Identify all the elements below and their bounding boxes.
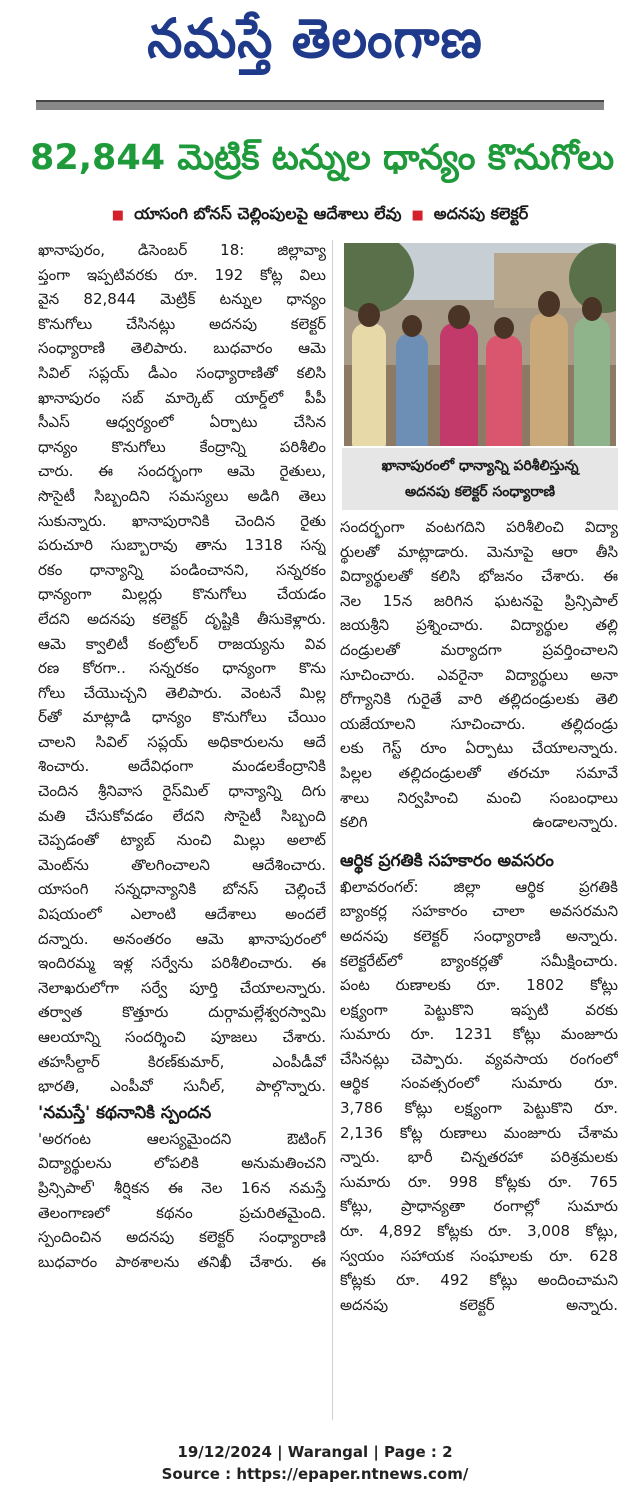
text-line: చెప్పడంతో ట్యాబ్ నుంచి మిల్లు అలాట్ [38,831,326,850]
text-line: ధాన్యం కొనుగోలు కేంద్రాన్ని పరిశీలిం [38,437,326,456]
text-line: మెంట్‌ను తొలగించాలని ఆదేశించారు. [38,855,326,874]
text-line: పిల్లల తల్లిదండ్రులతో తరచూ సమావే [340,763,618,782]
text-line: ఆర్థిక సంవత్సరంలో సుమారు రూ. [340,1074,618,1093]
text-line: సివిల్ సప్లయ్ డీఎం సంధ్యారాణితో కలిసి [38,363,326,382]
right-column [340,515,618,1317]
text-line: విద్యార్థులతో కలిసి భోజనం చేశారు. ఈ [340,567,618,586]
text-line: సొసైటీ సిబ్బందిని సమస్యలు అడిగి తెలు [38,486,326,505]
masthead-rule [36,100,604,110]
text-line: కోట్లకు రూ. 492 కోట్లు అందించామని [340,1271,618,1290]
text-line: న్నారు. భారీ చిన్నతరహా పరిశ్రమలకు [340,1148,618,1167]
text-line: కోట్లు, ప్రాధాన్యతా రంగాల్లో సుమారు [340,1197,618,1216]
text-line: చాలని సివిల్ సప్లయ్ అధికారులను ఆదే [38,732,326,751]
text-line: చెందిన శ్రీనివాస రైస్‌మిల్ ధాన్యాన్ని దిగు [38,782,326,801]
subhead-2: అదనపు కలెక్టర్ [433,203,529,223]
text-line: శాలు నిర్వహించి మంచి సంబంధాలు [340,788,618,807]
text-line: దన్నారు. అనంతరం ఆమె ఖానాపురంలో [38,929,326,948]
text-line: అదనపు కలెక్టర్ అన్నారు. [340,1295,618,1314]
text-line: ఖిలావరంగల్: జిల్లా ఆర్థిక ప్రగతికి [340,877,618,896]
text-line: సుకున్నారు. ఖానాపురానికి చెందిన రైతు [38,511,326,530]
left-column [38,238,326,1274]
text-line: ఖానాపురం సబ్ మార్కెట్ యార్డ్‌లో పీపీ [38,388,326,407]
photo-caption [342,448,618,510]
photo-caption-line-2: అదనపు కలెక్టర్ సంధ్యారాణి [404,484,556,500]
subhead-1: యాసంగి బోనస్ చెల్లింపులపై ఆదేశాలు లేవు [134,203,402,223]
text-line: ప్రిన్సిపాల్' శీర్షికన ఈ నెల 16న నమస్తే [38,1178,326,1197]
text-line: భారతి, ఎంపీవో సునీల్, పాల్గొన్నారు. [38,1077,326,1096]
masthead-title: నమస్తే తెలంగాణ [147,6,483,70]
text-line: యాసంగి సన్నధాన్యానికి బోనస్ చెల్లించే [38,880,326,899]
text-line: పరుచూరి సుబ్బారావు తాను 1318 సన్న [38,536,326,555]
text-line: విషయంలో ఎలాంటి ఆదేశాలు అందలే [38,905,326,924]
text-line: ప్తంగా ఇప్పటివరకు రూ. 192 కోట్ల విలు [38,265,326,284]
text-line: దండ్రులతో మర్యాదగా ప్రవర్తించాలని [340,640,618,659]
left-paragraph-2 [38,1127,326,1275]
text-line: బ్యాంకర్ల సహకారం చాలా అవసరమని [340,902,618,921]
text-line: లేదని అదనపు కలెక్టర్ దృష్టికి తీసుకెళ్లారు. [38,609,326,628]
text-line: అదనపు కలెక్టర్ సంధ్యారాణి అన్నారు. [340,926,618,945]
photo-caption-line-1: ఖానాపురంలో ధాన్యాన్ని పరిశీలిస్తున్న [381,458,579,474]
text-line: ఇందిరమ్మ ఇళ్ల సర్వేను పరిశీలించారు. ఈ [38,954,326,973]
text-line: ధాన్యంగా మిల్లర్లు కొనుగోలు చేయడం [38,585,326,604]
text-line: శించారు. అదేవిధంగా మండలకేంద్రానికి [38,757,326,776]
right-paragraph-1 [340,515,618,835]
text-line: కొనుగోలు చేసినట్లు అదనపు కలెక్టర్ [38,314,326,333]
text-line: రూ. 4,892 కోట్లకు రూ. 3,008 కోట్లు, [340,1222,618,1241]
text-line: రణ కోరగా.. సన్నరకం ధాన్యంగా కొను [38,659,326,678]
section-heading-namaste: 'నమస్తే' కథనానికి స్పందన [38,1102,212,1123]
text-line: సూచించారు. ఎవరైనా విద్యార్థులు అనా [340,665,618,684]
text-line: సుమారు రూ. 998 కోట్లకు రూ. 765 [340,1172,618,1191]
text-line: లకు గెస్ట్ రూం ఏర్పాటు చేయాలన్నారు. [340,739,618,758]
text-line: లక్ష్యంగా పెట్టుకొని ఇప్పటి వరకు [340,1000,618,1019]
footer-source: Source : https://epaper.ntnews.com/ [161,1465,469,1483]
footer-date-edition: 19/12/2024 | Warangal | Page : 2 [177,1443,453,1461]
text-line: తెలంగాణలో కథనం ప్రచురితమైంది. [38,1203,326,1222]
text-line: ఆలయాన్ని సందర్శించి పూజలు చేశారు. [38,1028,326,1046]
right-paragraph-2 [340,875,618,1318]
headline: 82,844 మెట్రిక్ టన్నుల ధాన్యం కొనుగోలు [30,138,615,178]
text-line: చేసినట్లు చెప్పారు. వ్యవసాయ రంగంలో [340,1049,618,1068]
text-line: జయశ్రీని ప్రశ్నించారు. విద్యార్థుల తల్లి [340,616,618,635]
text-line: విద్యార్థులను లోపలికి అనుమతించని [38,1154,326,1173]
section-heading-finance: ఆర్థిక ప్రగతికి సహకారం అవసరం [340,850,554,871]
text-line: ఖానాపురం, డిసెంబర్ 18: జిల్లావ్యా [38,241,326,259]
text-line: నెలాఖరులోగా సర్వే పూర్తి చేయాలన్నారు. [38,978,326,997]
text-line: యజేయాలని సూచించారు. తల్లిదండ్రు [340,714,618,733]
column-divider [332,240,333,1420]
text-line: మతి చేసుకోవడం లేదని సొసైటీ సిబ్బంది [38,806,326,825]
text-line: ర్థులతో మాట్లాడారు. మెనూపై ఆరా తీసి [340,542,618,561]
text-line: తర్వాత కొత్తూరు దుర్గామల్లేశ్వరస్వామి [38,1003,326,1022]
text-line: వైన 82,844 మెట్రిక్ టన్నుల ధాన్యం [38,290,326,309]
text-line: 3,786 కోట్లు లక్ష్యంగా పెట్టుకొని రూ. [340,1099,618,1118]
text-line: రోగ్యానికి గురైతే వారి తల్లిదండ్రులకు తెలి [340,690,618,709]
subhead [40,200,600,230]
text-line: స్వయం సహాయక సంఘాలకు రూ. 628 [340,1246,618,1265]
text-line: సందర్భంగా వంటగదిని పరిశీలించి విద్యా [340,518,618,536]
text-line: పంట రుణాలకు రూ. 1802 కోట్లు [340,976,618,995]
text-line: రకం ధాన్యాన్ని పండించానని, సన్నరకం [38,560,326,579]
text-line: చారు. ఈ సందర్భంగా ఆమె రైతులు, [38,462,326,481]
text-line: స్పందించిన అదనపు కలెక్టర్ సంధ్యారాణి [38,1228,326,1247]
text-line: కలెక్టరేట్‌లో బ్యాంకర్లతో సమీక్షించారు. [340,951,618,970]
text-line: ఆమె క్వాలిటీ కంట్రోలర్ రాజయ్యను వివ [38,634,326,653]
text-line: తహసీల్దార్ కిరణ్‌కుమార్, ఎంపీడీవో [38,1052,326,1071]
text-line: సీఎస్ ఆధ్వర్యంలో ఏర్పాటు చేసిన [38,413,326,432]
text-line: బుధవారం పాఠశాలను తనిఖీ చేశారు. ఈ [38,1252,326,1271]
text-line: సుమారు రూ. 1231 కోట్లు మంజూరు [340,1025,618,1044]
bullet-icon: ■ [411,207,424,223]
text-line: నెల 15న జరిగిన ఘటనపై ప్రిన్సిపాల్ [340,591,618,610]
left-paragraph-1 [38,238,326,1099]
text-line: గోలు చేయొచ్చని తెలిపారు. వెంటనే మిల్ల [38,683,326,702]
news-photo [344,243,616,446]
text-line: 'అరగంట ఆలస్యమైందని ఔటింగ్ [38,1129,326,1148]
masthead [0,4,630,86]
bullet-icon: ■ [111,207,125,223]
text-line: 2,136 కోట్ల రుణాలు మంజూరు చేశామ [340,1123,618,1142]
text-line: ర్‌తో మాట్లాడి ధాన్యం కొనుగోలు చేయిం [38,708,326,727]
text-line: సంధ్యారాణి తెలిపారు. బుధవారం ఆమె [38,339,326,358]
text-line: కలిగి ఉండాలన్నారు. [340,813,618,832]
